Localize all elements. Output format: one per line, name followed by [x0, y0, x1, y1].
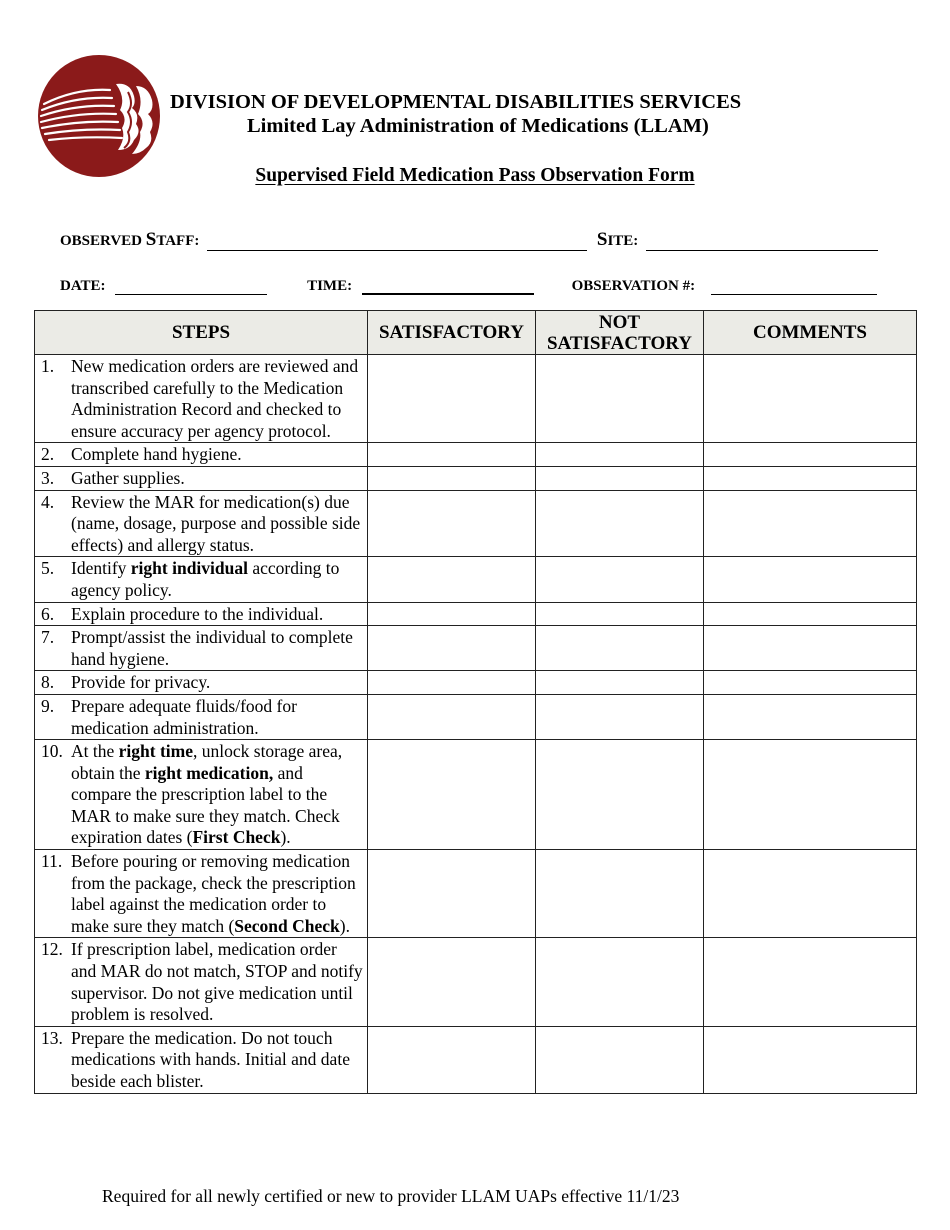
table-row: [35, 466, 917, 490]
satisfactory-cell[interactable]: [368, 740, 536, 850]
comments-cell[interactable]: [704, 602, 917, 626]
observation-table: [34, 310, 917, 1094]
comments-cell[interactable]: [704, 850, 917, 938]
table-body: [35, 355, 917, 1094]
step-number: 9.: [41, 695, 55, 716]
time-label: TIME:: [307, 278, 353, 294]
step-text: Review the MAR for medication(s) due (name, dosage, purpose and possible side effects) and allergy status.: [71, 491, 361, 555]
table-row: [35, 355, 917, 443]
step-cell: [35, 490, 368, 557]
not-satisfactory-cell[interactable]: [536, 626, 704, 671]
table-header-row: [35, 311, 917, 355]
step-number: 1.: [41, 356, 55, 376]
not-satisfactory-cell[interactable]: [536, 557, 704, 602]
step-cell: [35, 557, 368, 602]
step-cell: [35, 740, 368, 850]
date-field[interactable]: [115, 279, 267, 295]
satisfactory-cell[interactable]: [368, 694, 536, 739]
site-label: SITE:: [596, 229, 639, 250]
step-number: 5.: [41, 558, 55, 579]
satisfactory-cell[interactable]: [368, 938, 536, 1026]
staff-site-row: [60, 229, 878, 251]
not-satisfactory-cell[interactable]: [536, 938, 704, 1026]
step-cell: [35, 466, 368, 490]
step-text: Complete hand hygiene.: [71, 444, 242, 465]
program-name: Limited Lay Administration of Medications (LLAM): [247, 115, 709, 137]
step-number: 11.: [41, 851, 63, 872]
comments-cell[interactable]: [704, 740, 917, 850]
comments-cell[interactable]: [704, 1026, 917, 1093]
step-text: At the right time, unlock storage area, obtain the right medication, and compare the prescription label to the MAR to make sure they match. Check expiration dates (First Check).: [71, 741, 343, 848]
table-row: [35, 850, 917, 938]
date-label: DATE:: [60, 278, 106, 294]
step-number: 2.: [41, 444, 55, 465]
step-number: 7.: [41, 627, 55, 648]
not-satisfactory-cell[interactable]: [536, 602, 704, 626]
step-number: 6.: [41, 603, 55, 624]
step-text: Prepare adequate fluids/food for medication administration.: [71, 695, 297, 738]
not-satisfactory-header: NOT SATISFACTORY: [536, 311, 704, 355]
not-satisfactory-cell[interactable]: [536, 490, 704, 557]
step-cell: [35, 626, 368, 671]
table-row: [35, 443, 917, 467]
satisfactory-cell[interactable]: [368, 466, 536, 490]
comments-cell[interactable]: [704, 557, 917, 602]
form-title: [0, 165, 950, 187]
step-text: New medication orders are reviewed and transcribed carefully to the Medication Administration Record and checked to ensure accuracy per agency protocol.: [71, 356, 359, 441]
comments-cell[interactable]: [704, 694, 917, 739]
not-satisfactory-cell[interactable]: [536, 443, 704, 467]
dds-logo-icon: [36, 54, 162, 178]
step-cell: [35, 443, 368, 467]
observation-number-field[interactable]: [711, 279, 877, 295]
satisfactory-cell[interactable]: [368, 671, 536, 695]
not-satisfactory-cell[interactable]: [536, 1026, 704, 1093]
site-field[interactable]: [646, 235, 878, 251]
table-row: [35, 740, 917, 850]
table-row: [35, 694, 917, 739]
not-satisfactory-cell[interactable]: [536, 740, 704, 850]
satisfactory-cell[interactable]: [368, 557, 536, 602]
step-cell: [35, 850, 368, 938]
comments-cell[interactable]: [704, 355, 917, 443]
step-number: 13.: [41, 1027, 63, 1048]
footer-note: Required for all newly certified or new to provider LLAM UAPs effective 11/1/23: [102, 1186, 680, 1206]
step-cell: [35, 602, 368, 626]
comments-cell[interactable]: [704, 938, 917, 1026]
form-title-text: Supervised Field Medication Pass Observation Form: [255, 165, 695, 186]
comments-cell[interactable]: [704, 443, 917, 467]
observed-staff-field[interactable]: [207, 235, 587, 251]
step-text: Explain procedure to the individual.: [71, 603, 324, 624]
table-row: [35, 626, 917, 671]
step-text: Identify right individual according to agency policy.: [71, 558, 340, 600]
step-text: Before pouring or removing medication from the package, check the prescription label against the medication order to make sure they match (Second Check).: [71, 851, 356, 936]
observation-number-label: OBSERVATION #:: [571, 278, 696, 294]
comments-cell[interactable]: [704, 490, 917, 557]
satisfactory-header: SATISFACTORY: [368, 311, 536, 355]
table-row: [35, 490, 917, 557]
satisfactory-cell[interactable]: [368, 850, 536, 938]
steps-header: STEPS: [35, 311, 368, 355]
not-satisfactory-cell[interactable]: [536, 466, 704, 490]
not-satisfactory-cell[interactable]: [536, 671, 704, 695]
not-satisfactory-cell[interactable]: [536, 355, 704, 443]
step-cell: [35, 938, 368, 1026]
step-text: Prompt/assist the individual to complete hand hygiene.: [71, 627, 353, 669]
comments-cell[interactable]: [704, 671, 917, 695]
satisfactory-cell[interactable]: [368, 602, 536, 626]
step-cell: [35, 671, 368, 695]
document-header: [170, 90, 790, 138]
satisfactory-cell[interactable]: [368, 355, 536, 443]
table-row: [35, 938, 917, 1026]
comments-cell[interactable]: [704, 626, 917, 671]
not-satisfactory-cell[interactable]: [536, 694, 704, 739]
satisfactory-cell[interactable]: [368, 443, 536, 467]
satisfactory-cell[interactable]: [368, 626, 536, 671]
step-number: 8.: [41, 672, 55, 693]
satisfactory-cell[interactable]: [368, 490, 536, 557]
comments-header: COMMENTS: [704, 311, 917, 355]
satisfactory-cell[interactable]: [368, 1026, 536, 1093]
step-text: Provide for privacy.: [71, 672, 211, 693]
table-row: [35, 602, 917, 626]
not-satisfactory-cell[interactable]: [536, 850, 704, 938]
organization-name: DIVISION OF DEVELOPMENTAL DISABILITIES SERVICES: [170, 91, 742, 113]
time-field[interactable]: [362, 279, 534, 295]
step-text: If prescription label, medication order and MAR do not match, STOP and notify supervisor. Do not give medication until problem is resolved.: [71, 939, 363, 1025]
step-cell: [35, 694, 368, 739]
step-cell: [35, 355, 368, 443]
table-row: [35, 557, 917, 602]
table-row: [35, 671, 917, 695]
step-number: 4.: [41, 491, 55, 512]
comments-cell[interactable]: [704, 466, 917, 490]
step-number: 3.: [41, 467, 55, 488]
observed-staff-label: OBSERVED STAFF:: [60, 229, 200, 250]
step-text: Gather supplies.: [71, 467, 185, 488]
date-time-row: [60, 278, 877, 295]
step-text: Prepare the medication. Do not touch medications with hands. Initial and date beside each blister.: [71, 1027, 350, 1091]
step-number: 10.: [41, 741, 63, 762]
step-cell: [35, 1026, 368, 1093]
step-number: 12.: [41, 939, 63, 960]
table-row: [35, 1026, 917, 1093]
